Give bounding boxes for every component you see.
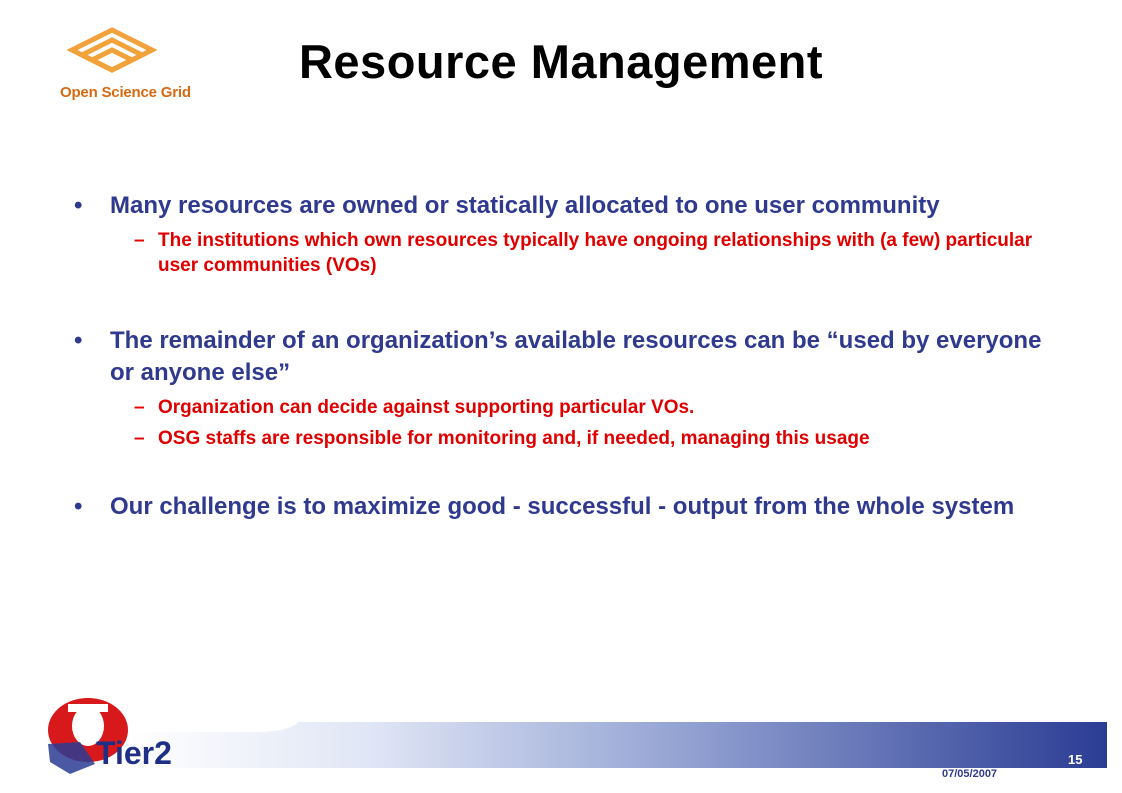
bullet-dot: •: [74, 493, 83, 520]
tier2-logo-text: Tier2: [96, 735, 172, 771]
sub-dash: –: [134, 397, 145, 418]
bullet-text: Our challenge is to maximize good - successful - output from the whole system: [110, 493, 1015, 520]
slide-title: Resource Management: [298, 35, 824, 88]
sub-text: The institutions which own resources typically have ongoing relationships with (a few) particular user communities (VOs): [158, 230, 1033, 276]
osg-logo-text: Open Science Grid: [60, 84, 191, 101]
slide-content: [70, 190, 1050, 523]
bullet-2: [70, 325, 1050, 389]
footer-date: 07/05/2007: [942, 768, 998, 780]
bullet-text: The remainder of an organization’s available resources can be “used by everyone or anyone else”: [110, 327, 1042, 386]
page-number: 15: [1068, 752, 1083, 767]
sub-text: OSG staffs are responsible for monitoring and, if needed, managing this usage: [158, 428, 870, 449]
sub-dash: –: [134, 230, 145, 251]
sub-dash: –: [134, 428, 145, 449]
sub-bullet-2-2: [70, 426, 1050, 451]
tier2-logo-icon: [40, 692, 210, 782]
bullet-text: Many resources are owned or statically allocated to one user community: [110, 192, 940, 219]
bullet-1: [70, 190, 1050, 222]
sub-text: Organization can decide against supporting particular VOs.: [158, 397, 695, 418]
bullet-3: [70, 491, 1050, 523]
bullet-dot: •: [74, 327, 83, 354]
sub-bullet-2-1: [70, 395, 1050, 420]
sub-bullet-1-1: [70, 228, 1050, 278]
tier2-logo: [40, 692, 210, 782]
bullet-dot: •: [74, 192, 83, 219]
